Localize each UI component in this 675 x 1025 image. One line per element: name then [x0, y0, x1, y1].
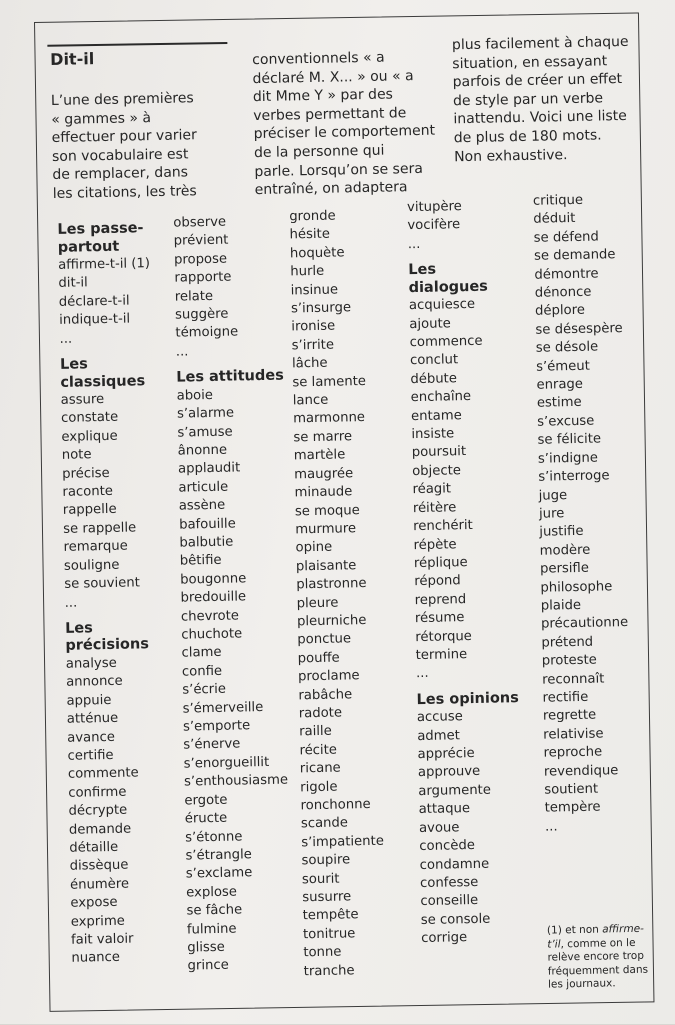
verb-item: balbutie [179, 534, 234, 551]
verb-item: concède [419, 838, 476, 855]
verb-item: se désespère [535, 320, 623, 338]
intro-paragraph-3: plus facilement à chaque situation, en essayant parfois de créer un effet de style par un verbe inattendu. Voici une liste de plus de 180 mots. Non exhaustive. [451, 33, 629, 165]
verb-item: réagit [412, 481, 452, 498]
list-continuation: ... [544, 819, 558, 835]
verb-item: rapporte [174, 269, 232, 286]
verb-item: rabâche [298, 686, 353, 703]
verb-item: déclare-t-il [58, 293, 130, 310]
verb-item: déplore [534, 303, 586, 320]
verb-item: résume [414, 610, 465, 627]
verb-item: clame [181, 645, 222, 662]
verb-item: s’interroge [538, 468, 610, 485]
verb-item: certifie [67, 747, 114, 764]
verb-item: lance [292, 392, 329, 409]
verb-item: se console [420, 911, 491, 928]
verb-item: applaudit [177, 460, 241, 477]
verb-item: estime [536, 395, 582, 412]
verb-item: atténue [66, 710, 119, 727]
verb-item: se félicite [537, 431, 602, 448]
section-heading: Les [408, 261, 437, 279]
verb-item: soupire [301, 852, 351, 869]
verb-item: insinue [290, 282, 339, 299]
verb-item: acquiesce [408, 297, 476, 314]
verb-item: chuchote [181, 626, 243, 643]
verb-item: assure [60, 392, 105, 408]
verb-item: rectifie [542, 689, 589, 706]
verb-item: nuance [71, 950, 121, 967]
verb-item: scande [300, 815, 349, 832]
verb-item: dénonce [534, 284, 592, 301]
verb-item: bêtifie [179, 553, 222, 570]
verb-item: souligne [63, 557, 120, 574]
footnote-emphasis: affirme-t’il [547, 922, 645, 951]
verb-item: pleure [296, 595, 339, 611]
verb-item: s’émerveille [182, 699, 264, 717]
verb-item: susurre [302, 889, 352, 906]
word-column-1 [57, 220, 187, 969]
verb-item: approuve [417, 764, 481, 781]
verb-item: conclut [409, 352, 459, 369]
verb-item: relativise [543, 726, 604, 743]
verb-item: observe [173, 214, 227, 231]
verb-item: aboie [176, 387, 214, 404]
verb-item: annonce [66, 674, 123, 691]
verb-item: hoquète [289, 245, 345, 262]
verb-item: reproche [543, 744, 603, 761]
list-continuation: ... [64, 595, 78, 611]
section-heading: partout [57, 238, 120, 256]
verb-item: insiste [411, 426, 455, 443]
verb-item: s’étrangle [185, 847, 252, 864]
verb-item: appuie [66, 692, 112, 709]
verb-item: hésite [289, 227, 331, 243]
verb-item: marmonne [292, 410, 366, 427]
verb-item: s’indigne [537, 450, 599, 467]
verb-item: reprend [414, 591, 467, 608]
verb-item: ânonne [177, 442, 228, 459]
verb-item: s’enorgueillit [183, 754, 270, 772]
verb-item: plaide [540, 597, 582, 614]
verb-item: remarque [63, 538, 128, 556]
verb-item: renchérit [413, 518, 473, 535]
verb-item: se fâche [186, 902, 243, 919]
verb-item: confie [181, 663, 223, 680]
verb-item: s’insurge [290, 300, 352, 317]
verb-item: tonitrue [302, 926, 356, 943]
verb-item: regrette [542, 708, 597, 725]
verb-item: s’écrie [182, 681, 227, 698]
verb-item: propose [173, 251, 228, 268]
section-heading: Les attitudes [176, 367, 284, 386]
verb-item: accuse [416, 709, 463, 726]
verb-item: avoue [418, 819, 460, 836]
verb-item: soutient [544, 781, 599, 798]
verb-item: se moque [294, 502, 360, 519]
verb-item: se défend [533, 229, 599, 246]
verb-item: bougonne [180, 571, 247, 588]
verb-item: raille [298, 724, 332, 740]
verb-item: attaque [418, 801, 471, 818]
verb-item: témoigne [175, 324, 239, 342]
verb-item: confesse [419, 874, 479, 891]
verb-item: philosophe [540, 578, 613, 596]
verb-item: modère [539, 542, 591, 559]
verb-item: déduit [533, 211, 576, 228]
verb-item: prévient [173, 233, 229, 250]
verb-item: se demande [533, 247, 616, 264]
verb-item: plastronne [296, 576, 367, 593]
verb-item: pouffe [297, 650, 340, 667]
verb-item: chevrote [180, 608, 240, 625]
verb-item: rétorque [415, 628, 473, 645]
section-heading: classiques [60, 372, 146, 391]
verb-item: articule [178, 479, 229, 496]
verb-item: revendique [543, 762, 619, 780]
verb-item: répète [413, 536, 457, 553]
verb-item: exprime [70, 913, 125, 930]
verb-item: affirme-t-il (1) [57, 256, 151, 273]
verb-item: enrage [536, 376, 584, 393]
verb-item: éructe [184, 810, 228, 827]
verb-item: se souvient [64, 575, 140, 592]
verb-item: vitupère [406, 199, 462, 216]
verb-item: plaisante [295, 557, 357, 575]
verb-item: tempère [544, 799, 601, 817]
verb-item: glisse [187, 939, 225, 956]
verb-item: persifle [539, 560, 590, 577]
verb-item: commente [67, 765, 139, 783]
verb-item: ponctue [297, 631, 352, 648]
verb-item: dissèque [69, 858, 129, 875]
verb-item: s’impatiente [301, 833, 385, 851]
verb-item: justifie [539, 524, 584, 541]
section-heading: précisions [65, 636, 150, 655]
section-heading: Les opinions [416, 689, 519, 708]
verb-item: récite [299, 742, 338, 759]
word-column-2 [173, 212, 304, 976]
verb-item: minaude [294, 484, 353, 501]
verb-item: s’emporte [182, 718, 251, 735]
verb-item: poursuit [411, 444, 467, 461]
verb-item: s’excuse [537, 413, 595, 430]
list-continuation: ... [407, 236, 421, 252]
verb-item: fait valoir [70, 931, 134, 948]
verb-item: juge [538, 487, 568, 504]
verb-item: raconte [62, 483, 114, 500]
verb-item: rigole [300, 779, 338, 795]
verb-item: prétend [541, 634, 594, 651]
verb-item: démontre [534, 266, 599, 283]
verb-item: ironise [291, 319, 336, 335]
verb-item: note [61, 447, 92, 464]
verb-item: répond [414, 573, 461, 590]
footnote [547, 922, 660, 992]
verb-item: maugrée [294, 465, 354, 483]
verb-item: gronde [289, 208, 336, 225]
verb-item: décrypte [68, 802, 128, 819]
verb-item: radote [298, 705, 343, 722]
verb-item: demande [68, 821, 132, 838]
verb-item: réitère [412, 499, 457, 516]
verb-item: vocifère [407, 217, 461, 234]
verb-item: explique [61, 428, 118, 445]
verb-item: s’alarme [176, 405, 235, 422]
verb-item: bredouille [180, 589, 247, 606]
verb-item: ricane [299, 760, 341, 777]
verb-item: s’émeut [536, 358, 590, 375]
verb-item: s’étonne [184, 828, 243, 846]
footnote-prefix: (1) et non [546, 923, 603, 937]
verb-item: ajoute [409, 315, 451, 332]
verb-item: se marre [293, 429, 353, 446]
word-column-5 [533, 191, 657, 837]
verb-item: se désole [535, 339, 599, 356]
verb-item: se rappelle [63, 520, 137, 537]
verb-item: proteste [541, 652, 597, 669]
verb-item: débute [410, 371, 458, 387]
verb-item: s’exclame [185, 865, 253, 882]
page-title: Dit-il [50, 49, 95, 69]
verb-item: précise [61, 465, 110, 482]
verb-item: ergote [184, 792, 228, 809]
verb-item: argumente [418, 782, 492, 799]
intro-paragraph-2: conventionnels « a déclaré M. X... » ou « a dit Mme Y » par des verbes permettant de préciser le comportement de la personne qui parle. Lorsqu’on se sera entraîné, on adaptera [252, 49, 436, 199]
verb-item: s’enthousiasme [183, 772, 289, 790]
verb-item: ronchonne [300, 796, 371, 814]
verb-item: pleurniche [296, 612, 367, 630]
verb-item: entame [410, 407, 462, 424]
verb-item: condamne [419, 856, 490, 873]
verb-item: admet [417, 727, 460, 744]
verb-item: reconnaît [542, 671, 605, 688]
section-heading: dialogues [408, 278, 489, 296]
verb-item: fulmine [186, 921, 237, 938]
verb-item: énumère [69, 876, 130, 893]
verb-item: confirme [68, 784, 127, 801]
verb-item: sourit [301, 871, 340, 887]
verb-item: opine [295, 539, 333, 556]
verb-item: suggère [174, 306, 229, 323]
verb-item: corrige [420, 930, 468, 947]
verb-item: indique-t-il [59, 311, 131, 329]
verb-item: s’irrite [291, 337, 335, 354]
verb-item: conseille [420, 893, 479, 910]
verb-item: critique [532, 192, 584, 209]
word-column-3 [289, 206, 420, 981]
intro-paragraph-1: L’une des premières « gammes » à effectuer pour varier son vocabulaire est de remplacer, dans les citations, les très [50, 90, 197, 202]
verb-item: termine [415, 647, 468, 664]
list-continuation: ... [415, 666, 429, 682]
verb-item: constate [60, 410, 119, 427]
verb-item: relate [174, 288, 214, 305]
section-heading: Les passe- [57, 220, 144, 238]
verb-item: s’énerve [183, 736, 241, 754]
section-heading: Les [64, 620, 93, 637]
section-heading: Les [59, 356, 88, 373]
verb-item: apprécie [417, 746, 475, 763]
verb-item: assène [178, 497, 226, 514]
list-continuation: ... [175, 344, 189, 360]
verb-item: rappelle [62, 502, 117, 519]
verb-item: lâche [291, 355, 328, 372]
verb-item: martèle [293, 447, 346, 464]
verb-item: s’amuse [177, 424, 233, 441]
verb-item: proclame [297, 668, 360, 685]
verb-item: jure [538, 506, 565, 522]
verb-item: grince [187, 958, 229, 974]
verb-item: tempête [302, 907, 359, 924]
verb-item: tranche [303, 962, 355, 979]
verb-item: murmure [295, 521, 357, 538]
verb-item: analyse [65, 655, 117, 672]
verb-item: expose [70, 895, 118, 911]
verb-item: hurle [290, 263, 325, 280]
footnote-suffix: , comme on le relève encore trop fréquemment dans les journaux. [547, 936, 649, 991]
verb-item: explose [186, 884, 238, 901]
verb-item: enchaîne [410, 389, 472, 406]
verb-item: dit-il [58, 275, 88, 292]
list-continuation: ... [59, 331, 73, 347]
verb-item: se lamente [292, 373, 367, 391]
word-column-4 [407, 197, 547, 949]
verb-item: bafouille [178, 516, 236, 533]
verb-item: réplique [413, 554, 468, 572]
verb-item: détaille [69, 839, 119, 856]
verb-item: commence [409, 333, 483, 351]
verb-item: tonne [303, 944, 342, 961]
verb-item: avance [67, 729, 116, 746]
verb-item: objecte [412, 463, 462, 479]
verb-item: précautionne [540, 615, 629, 633]
